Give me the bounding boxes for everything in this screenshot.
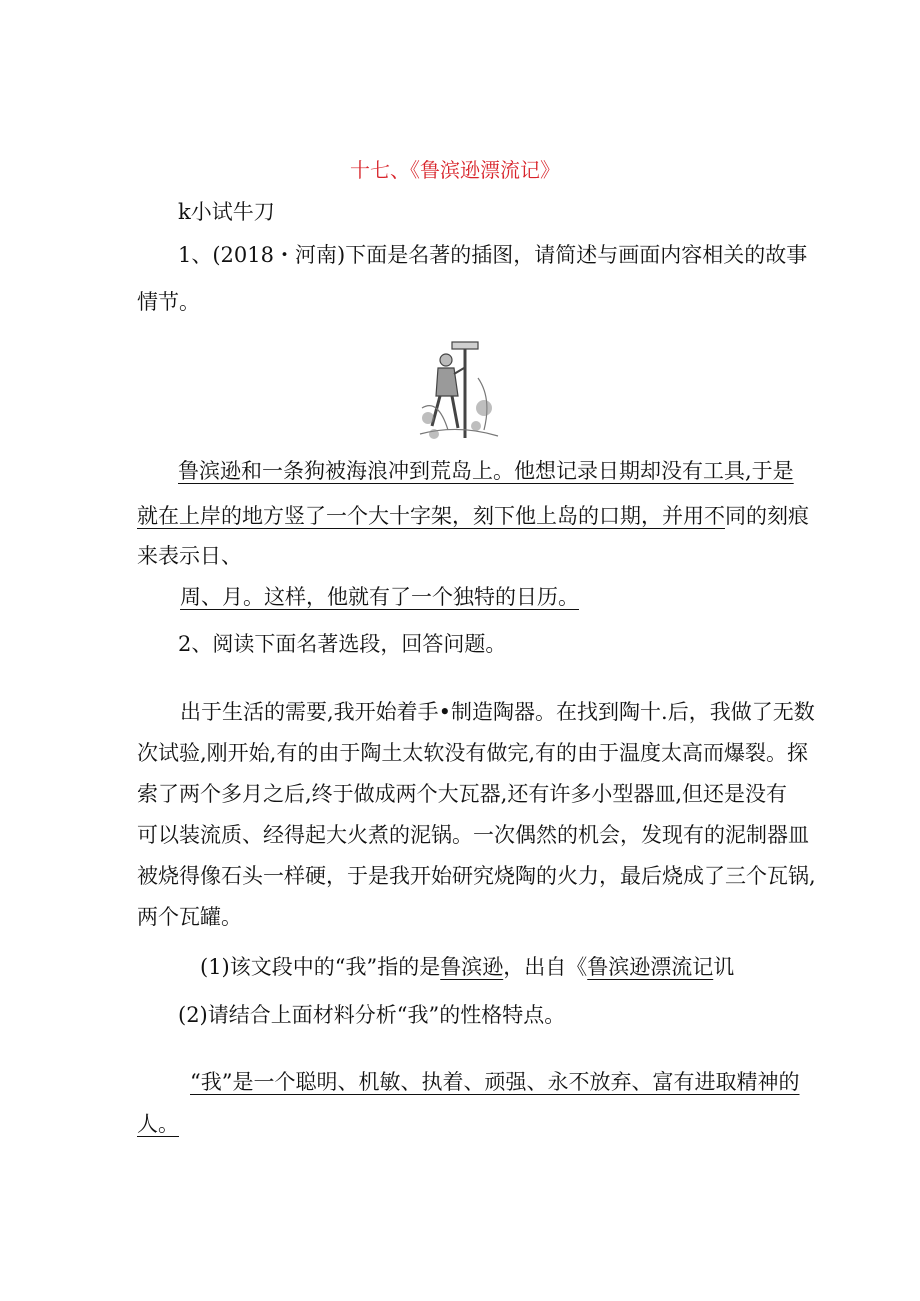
q1-answer-line4: 周、月。这样，他就有了一个独特的日历。: [180, 585, 579, 609]
passage-line: 次试验,刚开始,有的由于陶土太软没有做完,有的由于温度太高而爆裂。探: [137, 741, 809, 765]
q2-answer-line2: 人。: [137, 1112, 179, 1136]
section-heading: k小试牛刀: [178, 200, 275, 224]
q2-sub1-answer-book: 鲁滨逊漂流记: [587, 955, 714, 979]
page-title: 十七、《鲁滨逊漂流记》: [350, 158, 560, 182]
robinson-cross-illustration: [418, 338, 500, 444]
passage-line: 可以装流质、经得起大火煮的泥锅。一次偶然的机会，发现有的泥制器皿: [137, 823, 809, 847]
passage-line: 索了两个多月之后,终于做成两个大瓦器,还有许多小型器皿,但还是没有: [137, 782, 788, 806]
q2-sub1-mid: ，出自《: [503, 955, 588, 979]
q2-sub1: [200, 954, 734, 980]
q2-stem: 2、阅读下面名著选段，回答问题。: [178, 632, 507, 656]
q2-sub1-prefix: (1)该文段中的“我”指的是: [200, 955, 441, 979]
q2-sub1-answer-name: 鲁滨逊: [440, 955, 504, 979]
q2-answer-line1: “我”是一个聪明、机敏、执着、顽强、永不放弃、富有进取精神的: [190, 1070, 800, 1094]
q2-sub2: (2)请结合上面材料分析“我”的性格特点。: [178, 1003, 566, 1027]
q1-answer-line2-underlined: 就在上岸的地方竖了一个大十字架，刻下他上岛的口期，并用不: [137, 504, 725, 528]
passage-line: 出于生活的需要,我开始着手•制造陶器。在找到陶十.后，我做了无数: [180, 700, 815, 724]
passage-line: 被烧得像石头一样硬，于是我开始研究烧陶的火力，最后烧成了三个瓦锅,: [137, 864, 816, 888]
q1-stem-line2: 情节。: [137, 290, 200, 314]
q1-answer-line1: 鲁滨逊和一条狗被海浪冲到荒岛上。他想记录日期却没有工具,于是: [178, 459, 794, 483]
q1-answer-line3: 来表示日、: [137, 544, 242, 568]
q1-answer-line2-rest: 同的刻痕: [725, 504, 809, 528]
q1-answer-line2: [137, 503, 809, 529]
q1-stem-line1: 1、(2018・河南)下面是名著的插图，请简述与画面内容相关的故事: [178, 243, 808, 267]
passage-line: 两个瓦罐。: [137, 905, 242, 929]
q2-sub1-end: 讥: [713, 955, 735, 979]
